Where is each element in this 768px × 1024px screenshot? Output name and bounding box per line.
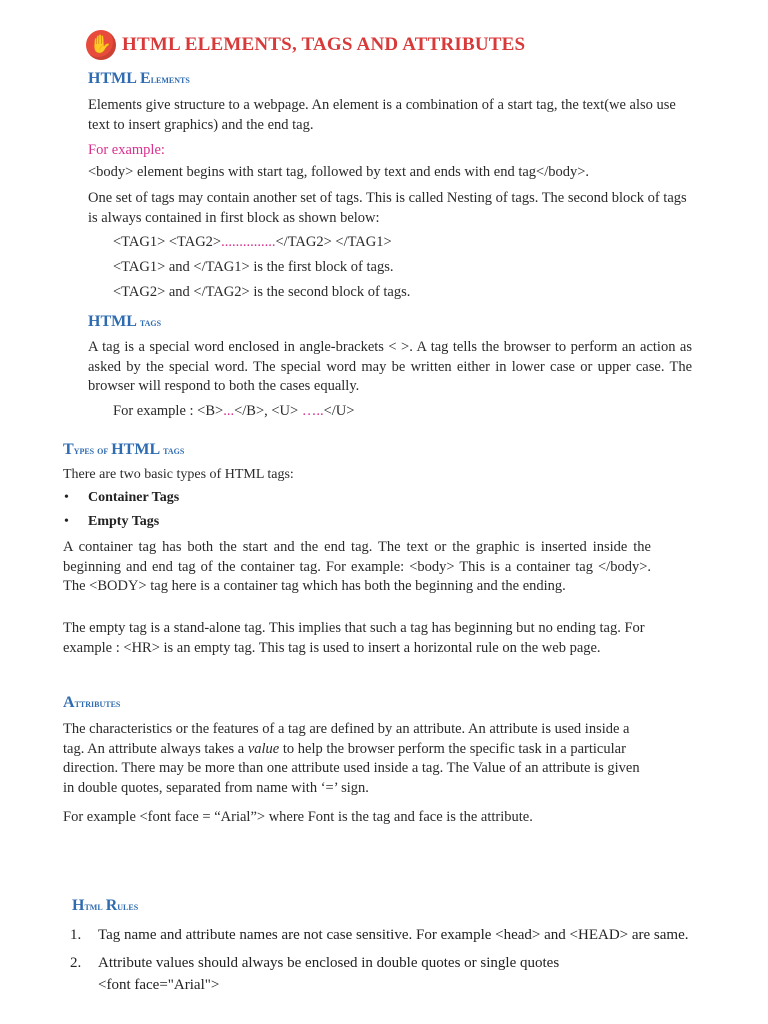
list-item: 1. Tag name and attribute names are not case sensitive. For example <head> and <HEAD> are same. — [70, 927, 689, 943]
attributes-example: For example <font face = “Arial”> where Font is the tag and face is the attribute. — [63, 809, 533, 825]
nesting-example: <TAG1> <TAG2>...............</TAG2> </TAG1> — [113, 234, 392, 250]
hand-icon: ✋ — [86, 30, 116, 60]
empty-tag-paragraph: The empty tag is a stand-alone tag. This implies that such a tag has beginning but no ending tag. For example : <HR> is an empty tag. This tag is used to insert a horizontal rule on the web page. — [63, 620, 645, 656]
heading-html-rules: Html Rules — [72, 897, 139, 914]
container-tag-paragraph: A container tag has both the start and the end tag. The text or the graphic is inserted inside the beginning and end tag of the container tag. For example: <body> This is a container tag </body>. The <BODY> tag here is a container tag which has both the beginning and the ending. — [63, 539, 651, 594]
elements-paragraph: Elements give structure to a webpage. An element is a combination of a start tag, the text(we also use text to insert graphics) and the end tag. — [88, 97, 676, 133]
tag-types-list — [62, 486, 179, 534]
heading-attributes: Attributes — [63, 694, 121, 711]
nesting-first-block: <TAG1> and </TAG1> is the first block of tags. — [113, 259, 394, 275]
heading-html-elements: HTML Elements — [88, 70, 190, 87]
types-intro: There are two basic types of HTML tags: — [63, 467, 294, 482]
list-item: 2. Attribute values should always be enclosed in double quotes or single quotes <font face="Arial"> — [70, 955, 560, 993]
rule-code-example: <font face="Arial"> — [98, 977, 220, 993]
heading-html-tags: HTML tags — [88, 313, 162, 330]
nesting-second-block: <TAG2> and </TAG2> is the second block of tags. — [113, 284, 411, 300]
attributes-paragraph: The characteristics or the features of a tag are defined by an attribute. An attribute is used inside a tag. An attribute always takes a value to help the browser perform the specific task in a particular direction. There may be more than one attribute used inside a tag. The Value of an attribute is given in double quotes, separated from name with ‘=’ sign. — [63, 721, 640, 796]
body-example-line: <body> element begins with start tag, followed by text and ends with end tag</body>. — [88, 164, 590, 180]
list-item: • Container Tags — [62, 486, 179, 510]
title-row — [86, 30, 525, 60]
heading-types-of-tags: Types of HTML tags — [63, 441, 185, 458]
rules-list — [70, 924, 720, 1002]
tags-example: For example : <B>...</B>, <U> …..</U> — [113, 403, 355, 419]
page-title: HTML ELEMENTS, TAGS AND ATTRIBUTES — [122, 34, 526, 55]
tags-paragraph: A tag is a special word enclosed in angle-brackets < >. A tag tells the browser to perform an action as asked by the special word. The special word may be written either in lower case or upper case. The browser will respond to both the cases equally. — [88, 339, 692, 394]
list-item: • Empty Tags — [62, 510, 179, 534]
nesting-paragraph: One set of tags may contain another set of tags. This is called Nesting of tags. The second block of tags is always contained in first block as shown below: — [88, 190, 687, 226]
for-example-label: For example: — [88, 142, 165, 158]
